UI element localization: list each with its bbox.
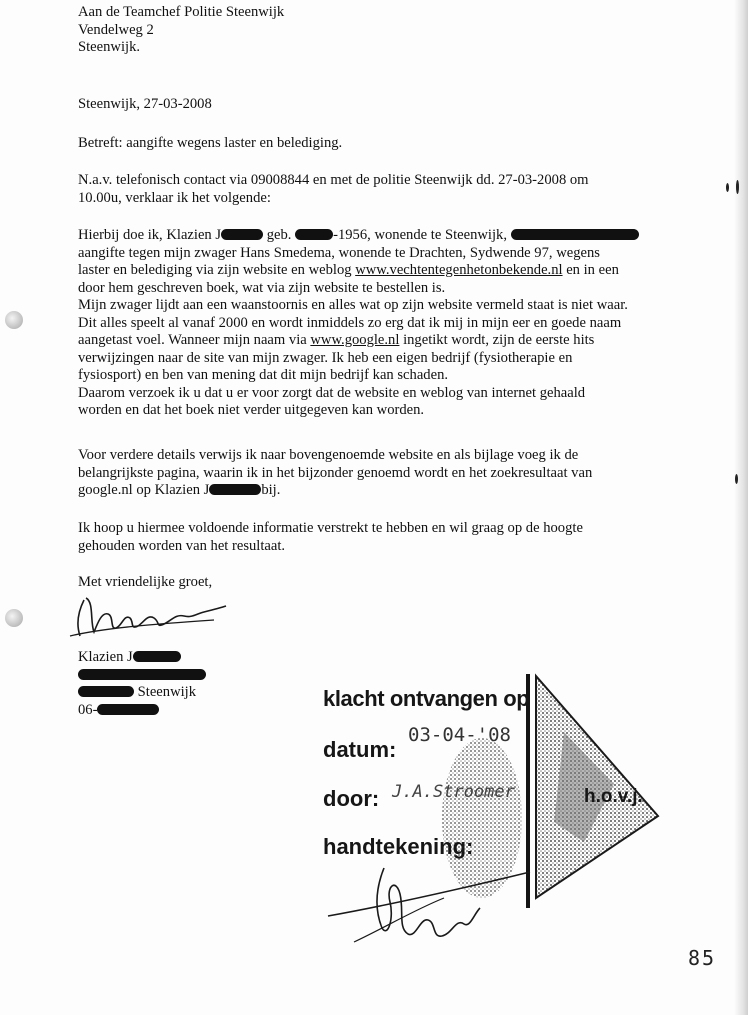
address-block [78,4,678,57]
text-line: door hem geschreven boek, wat via zijn website te bestellen is. [78,279,446,296]
text-line: worden en dat het boek niet verder uitgegeven kan worden. [78,402,425,418]
stamp-datum-label: datum: [323,737,397,762]
punch-hole-top [5,311,23,329]
text-line: 10.00u, verklaar ik het volgende: [78,189,271,206]
punch-hole-bottom [5,609,23,627]
text-line: N.a.v. telefonisch contact via 09008844 en met de politie Steenwijk dd. 27-03-2008 om [78,172,589,188]
text-span: bij. [261,482,281,498]
sender-name: Klazien J [78,649,133,665]
text-span: Hierbij doe ik, Klazien J [78,227,222,243]
text-line: Ik hoop u hiermee voldoende informatie verstrekt te hebben en wil graag op de hoogte [78,520,583,536]
address-line: Aan de Teamchef Politie Steenwijk [78,4,285,20]
text-span: ingetikt wordt, zijn de eerste hits [399,332,595,348]
text-line: belangrijkste pagina, waarin ik in het bijzonder genoemd wordt en het zoekresultaat van [78,464,593,481]
text-line: aangifte tegen mijn zwager Hans Smedema, wonende te Drachten, Sydwende 97, wegens [78,244,600,261]
stamp-signature [324,858,544,948]
scan-speck [726,183,729,192]
text-line: Mijn zwager lijdt aan een waanstoornis en alles wat op zijn website vermeld staat is niet waar. [78,297,628,313]
redaction-bar [511,229,639,240]
redaction-bar [97,704,159,715]
sender-city: Steenwijk [137,684,197,700]
redaction-bar [78,669,206,680]
page-edge-shadow [734,0,748,1015]
text-line: verwijzingen naar de site van mijn zwager. Ik heb een eigen bedrijf (fysiotherapie en [78,349,573,366]
sender-phone-prefix: 06- [78,701,98,718]
text-line: Dit alles speelt al vanaf 2000 en wordt inmiddels zo erg dat ik mij in mijn eer en goede naam [78,314,622,331]
address-line: Vendelweg 2 [78,21,154,38]
redaction-bar [78,686,134,697]
text-line: gehouden worden van het resultaat. [78,537,286,554]
stamp-datum-value: 03-04-'08 [408,724,511,746]
subject-line: Betreft: aangifte wegens laster en belediging. [78,135,343,151]
text-span: laster en belediging via zijn website en weblog [78,262,356,278]
stamp-title: klacht ontvangen op [323,686,530,711]
sender-signature [64,592,234,646]
text-span: google.nl op Klazien J [78,482,210,498]
closing-line: Met vriendelijke groet, [78,574,213,590]
text-line: Daarom verzoek ik u dat u er voor zorgt dat de website en weblog van internet gehaald [78,384,586,401]
date-line: Steenwijk, 27-03-2008 [78,96,212,112]
text-span: en in een [562,262,619,278]
text-span: -1956, wonende te Steenwijk, [333,227,511,243]
intro-paragraph [78,172,678,207]
text-line [78,649,678,667]
text-line [78,332,678,350]
scan-speck [736,180,739,194]
redaction-bar [221,229,263,240]
details-paragraph [78,447,678,500]
stamp-door-value: J.A.Stroomer [392,782,515,802]
redaction-bar [295,229,333,240]
text-line [78,262,678,280]
text-line [78,227,678,245]
redaction-bar [133,651,181,662]
stamp-handtekening-label: handtekening: [323,834,474,859]
text-span: aangetast voel. Wanneer mijn naam via [78,332,311,348]
text-line: Voor verdere details verwijs ik naar bovengenoemde website en als bijlage voeg ik de [78,447,579,463]
page-number: 85 [688,946,717,970]
redaction-bar [209,484,261,495]
scan-speck [735,474,738,484]
website-link[interactable]: www.vechtentegenhetonbekende.nl [355,262,563,278]
text-span: geb. [263,227,296,243]
text-line: fysiosport) en ben van mening dat dit mijn bedrijf kan schaden. [78,367,449,383]
stamp-logo-text: h.o.v.j. [584,786,643,807]
address-line: Steenwijk. [78,39,141,55]
body-paragraph [78,227,678,420]
stamp-door-label: door: [323,786,380,811]
hope-paragraph [78,520,678,555]
text-line [78,482,678,500]
google-link[interactable]: www.google.nl [310,332,400,348]
